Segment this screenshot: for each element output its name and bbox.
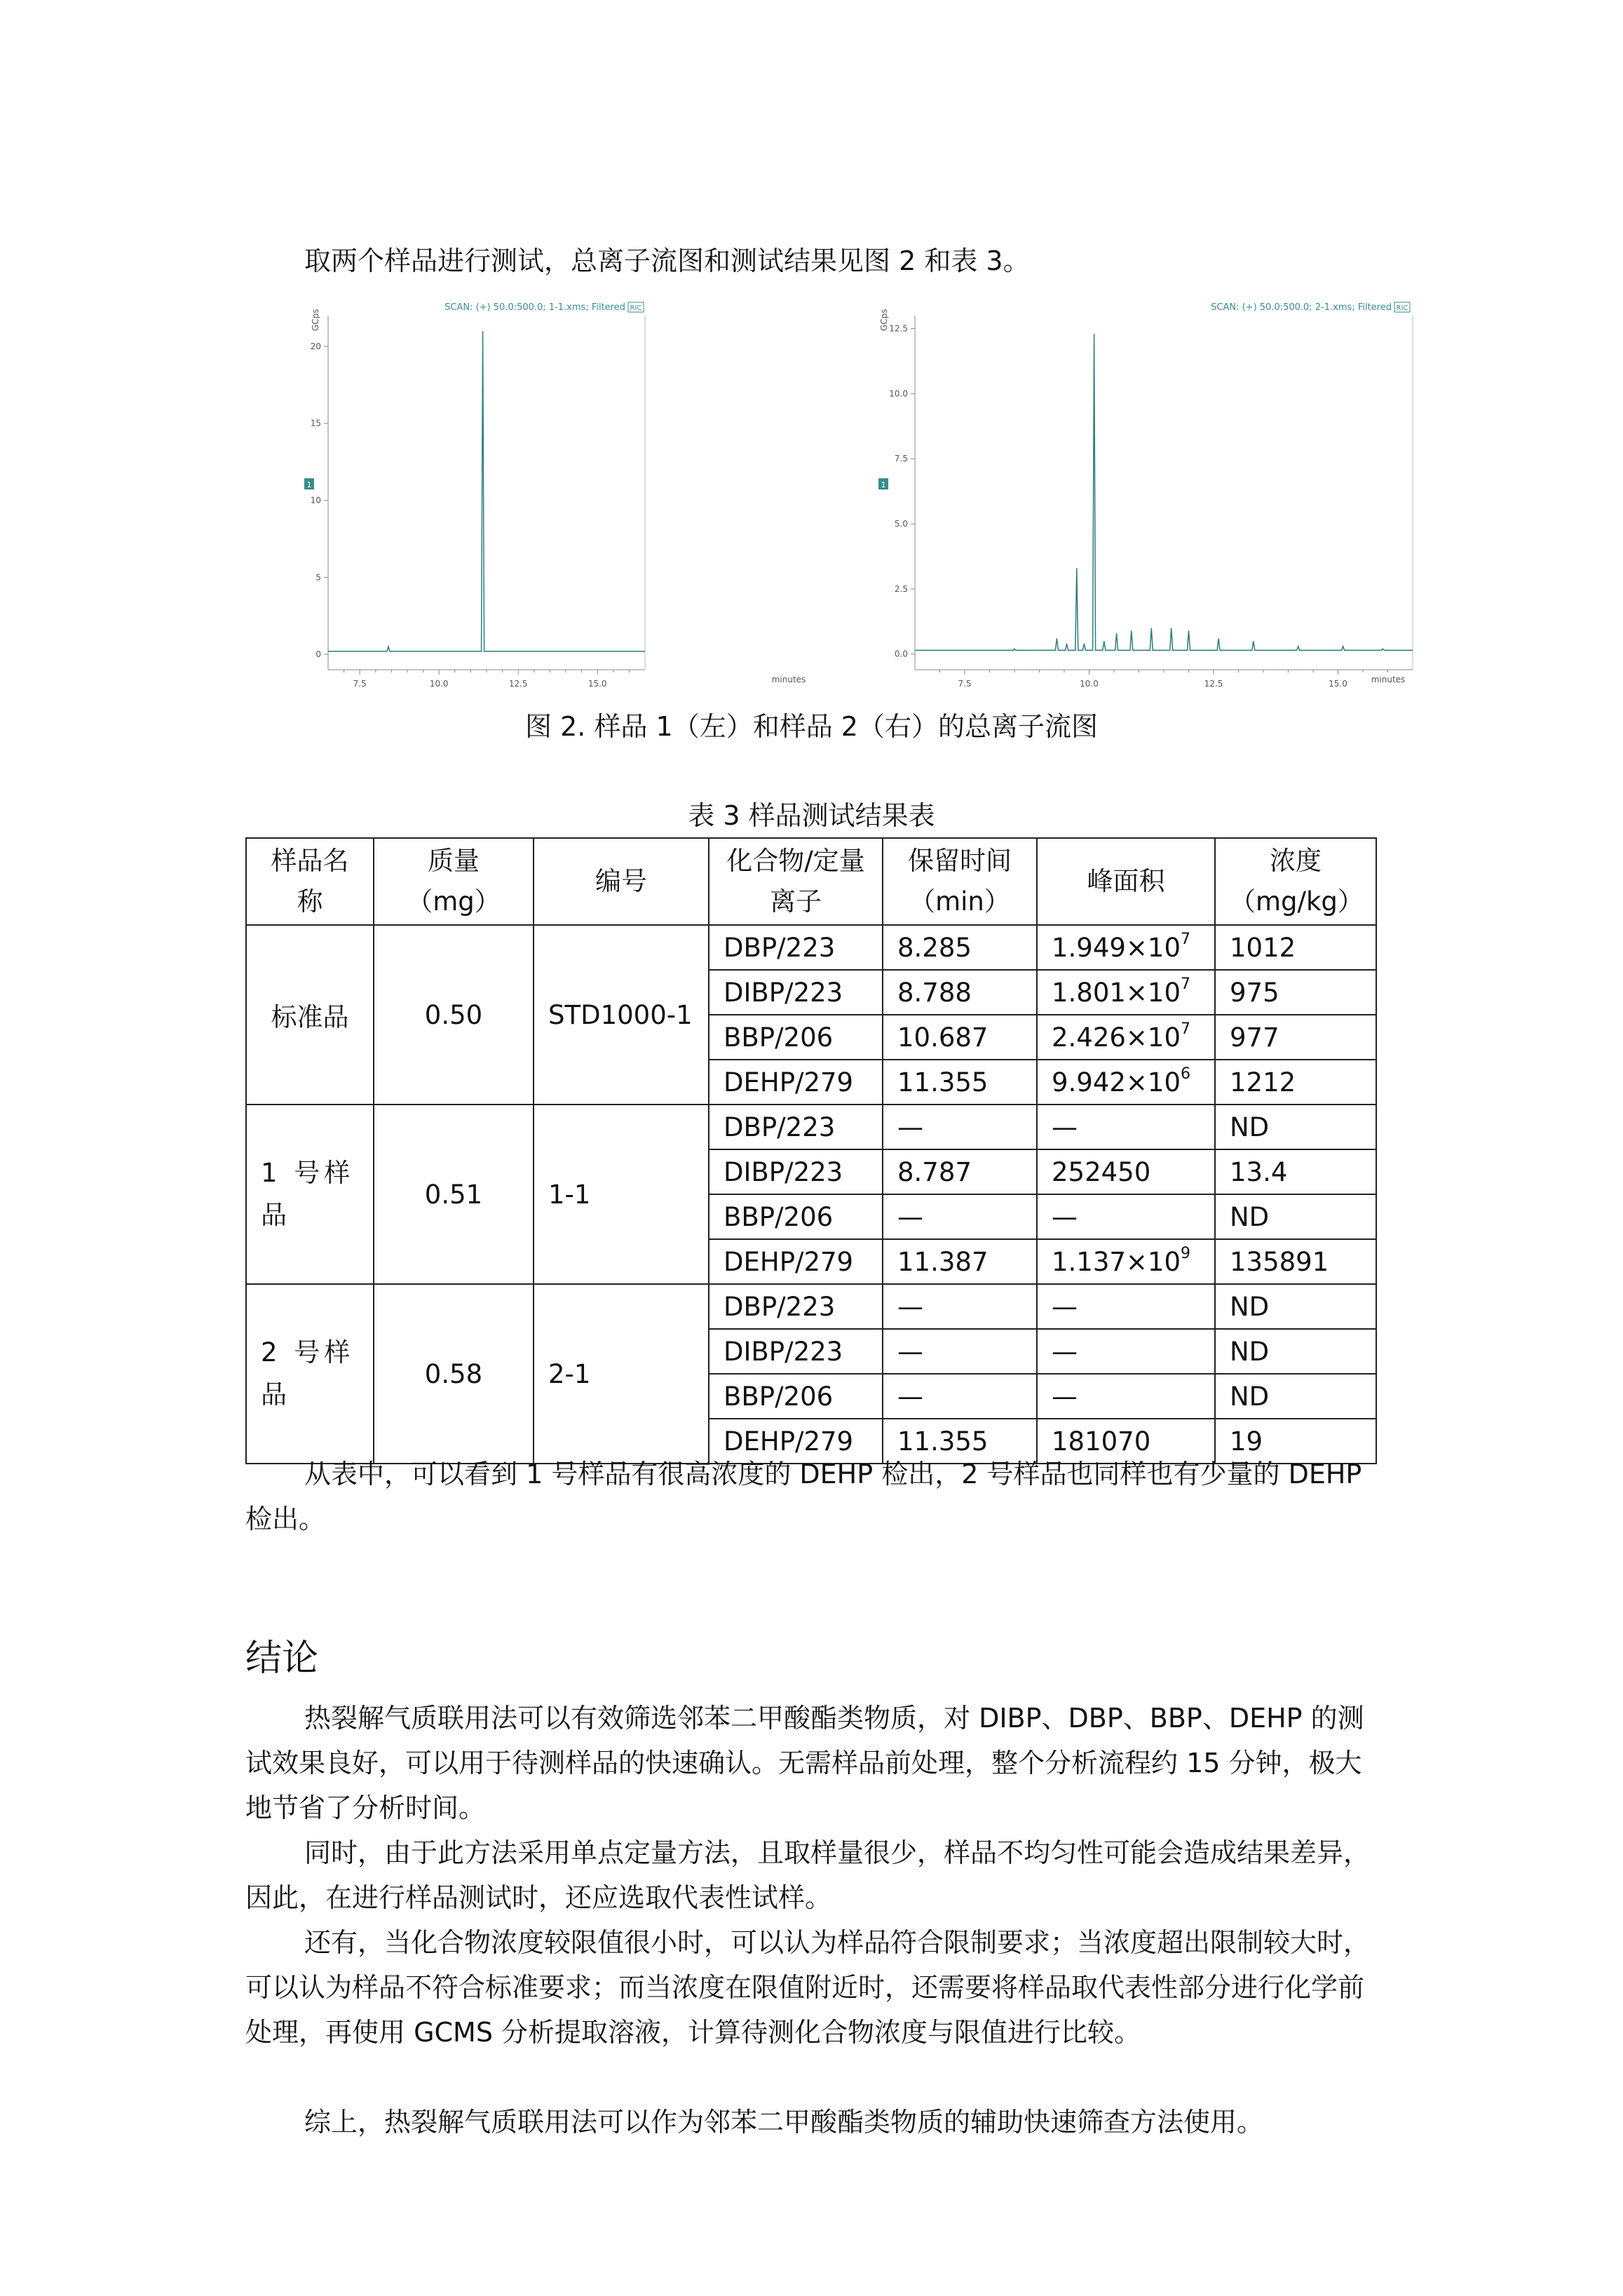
retention-time-cell — [883, 1374, 1037, 1419]
compound-cell-text: DEHP/279 — [724, 1067, 854, 1098]
y-tick-label: 7.5 — [894, 454, 908, 464]
y-tick-label: 10 — [310, 495, 321, 506]
chromatogram-trace — [915, 334, 1413, 650]
peak-area-cell-text: 2.426×10 — [1052, 1022, 1181, 1053]
peak-area-cell — [1037, 1239, 1215, 1284]
chromatogram-sample-1 — [294, 295, 827, 698]
intro-paragraph: 取两个样品进行测试，总离子流图和测试结果见图 2 和表 3。 — [304, 245, 1030, 276]
concentration-cell-text: 13.4 — [1230, 1156, 1288, 1187]
sample-name-cell: 1 号样品 — [246, 1105, 374, 1284]
sample-name-cell: 标准品 — [246, 925, 374, 1105]
retention-time-cell-text: 8.788 — [897, 977, 972, 1008]
x-tick-label: 15.0 — [588, 679, 607, 689]
retention-time-cell-text: — — [897, 1291, 923, 1322]
retention-time-cell-text: 10.687 — [897, 1022, 989, 1053]
mass-cell: 0.51 — [374, 1105, 534, 1284]
x-axis-label: minutes — [1371, 675, 1406, 684]
compound-cell-text: DEHP/279 — [724, 1246, 854, 1277]
y-tick-label: 5 — [315, 572, 321, 583]
compound-cell-text: BBP/206 — [724, 1201, 834, 1232]
x-tick-label: 7.5 — [958, 679, 972, 689]
sample-name-cell: 2 号样品 — [246, 1284, 374, 1464]
peak-area-cell-text: 252450 — [1052, 1156, 1151, 1187]
concentration-cell — [1215, 1105, 1376, 1149]
x-tick-label: 12.5 — [508, 679, 528, 689]
compound-cell — [709, 970, 883, 1015]
id-cell: 2-1 — [534, 1284, 709, 1464]
retention-time-cell — [883, 970, 1037, 1015]
results-table — [245, 837, 1377, 1464]
peak-area-cell — [1037, 1105, 1215, 1149]
retention-time-cell-text: 8.285 — [897, 932, 972, 963]
peak-area-cell — [1037, 970, 1215, 1015]
exponent: 7 — [1181, 975, 1191, 993]
mass-cell: 0.50 — [374, 925, 534, 1105]
concentration-cell — [1215, 925, 1376, 970]
concentration-cell-text: 19 — [1230, 1426, 1263, 1457]
compound-cell — [709, 1239, 883, 1284]
concentration-cell-text: ND — [1230, 1291, 1270, 1322]
peak-area-cell-text: 1.801×10 — [1052, 977, 1181, 1008]
chromatogram-sample-2 — [873, 295, 1427, 698]
peak-area-cell-text: 9.942×10 — [1052, 1067, 1181, 1098]
conclusion-paragraph-1: 热裂解气质联用法可以有效筛选邻苯二甲酸酯类物质，对 DIBP、DBP、BBP、DEHP 的测试效果良好，可以用于待测样品的快速确认。无需样品前处理，整个分析流程约 15 分钟，极大地节省了分析时间。 — [245, 1703, 1364, 1823]
peak-area-cell — [1037, 1374, 1215, 1419]
retention-time-cell-text: — — [897, 1381, 923, 1412]
x-tick-label: 7.5 — [353, 679, 367, 689]
legend-badge: RIC — [1396, 304, 1408, 312]
x-tick-label: 12.5 — [1204, 679, 1223, 689]
compound-cell-text: BBP/206 — [724, 1381, 834, 1412]
compound-cell-text: DBP/223 — [724, 1112, 836, 1142]
peak-area-cell-text: 1.137×10 — [1052, 1246, 1181, 1277]
retention-time-cell-text: 11.387 — [897, 1246, 989, 1277]
compound-cell — [709, 1060, 883, 1105]
retention-time-cell — [883, 1015, 1037, 1060]
peak-area-cell-text: — — [1052, 1112, 1078, 1142]
legend-badge: RIC — [630, 304, 642, 312]
compound-cell — [709, 1374, 883, 1419]
compound-cell-text: DBP/223 — [724, 932, 836, 963]
table-row — [246, 1284, 1376, 1329]
x-axis-label: minutes — [771, 675, 806, 684]
retention-time-cell — [883, 925, 1037, 970]
exponent: 9 — [1181, 1244, 1191, 1262]
x-tick-label: 10.0 — [1080, 679, 1099, 689]
conclusion-paragraph-2: 同时，由于此方法采用单点定量方法，且取样量很少，样品不均匀性可能会造成结果差异，因此，在进行样品测试时，还应选取代表性试样。 — [245, 1837, 1371, 1913]
concentration-cell-text: 1012 — [1230, 932, 1296, 963]
compound-cell-text: DIBP/223 — [724, 977, 843, 1008]
header-retention-time: 保留时间（min） — [883, 838, 1037, 925]
retention-time-cell — [883, 1060, 1037, 1105]
retention-time-cell — [883, 1329, 1037, 1374]
concentration-cell — [1215, 970, 1376, 1015]
chromatogram-sample-1-svg — [294, 295, 827, 698]
peak-area-cell-text: — — [1052, 1336, 1078, 1367]
after-table-paragraph: 从表中，可以看到 1 号样品有很高浓度的 DEHP 检出，2 号样品也同样也有少量的 DEHP 检出。 — [245, 1459, 1362, 1534]
peak-area-cell-text: 181070 — [1052, 1426, 1151, 1457]
compound-cell — [709, 1149, 883, 1194]
conclusion-paragraph-3: 还有，当化合物浓度较限值很小时，可以认为样品符合限制要求；当浓度超出限制较大时，可以认为样品不符合标准要求；而当浓度在限值附近时，还需要将样品取代表性部分进行化学前处理，再使用 GCMS 分析提取溶液，计算待测化合物浓度与限值进行比较。 — [245, 1927, 1371, 2048]
y-tick-label: 10.0 — [889, 389, 908, 399]
header-compound: 化合物/定量离子 — [709, 838, 883, 925]
compound-cell — [709, 1015, 883, 1060]
concentration-cell-text: ND — [1230, 1112, 1270, 1142]
header-peak-area: 峰面积 — [1037, 838, 1215, 925]
table-title: 表 3 样品测试结果表 — [688, 800, 935, 831]
peak-area-cell — [1037, 925, 1215, 970]
peak-area-cell — [1037, 1149, 1215, 1194]
scan-legend: SCAN: (+) 50.0:500.0; 2-1.xms; Filtered — [1211, 302, 1392, 313]
y-tick-label: 15 — [310, 418, 321, 428]
y-axis-label: GCps — [879, 309, 889, 331]
retention-time-cell — [883, 1239, 1037, 1284]
concentration-cell — [1215, 1194, 1376, 1239]
trace-marker-label: 1 — [306, 480, 312, 489]
header-mass: 质量（mg） — [374, 838, 534, 925]
header-id: 编号 — [534, 838, 709, 925]
compound-cell-text: DEHP/279 — [724, 1426, 854, 1457]
retention-time-cell — [883, 1284, 1037, 1329]
table-header-row — [246, 838, 1376, 925]
peak-area-cell-text: — — [1052, 1291, 1078, 1322]
compound-cell — [709, 1329, 883, 1374]
header-sample-name: 样品名称 — [246, 838, 374, 925]
retention-time-cell — [883, 1194, 1037, 1239]
compound-cell — [709, 1105, 883, 1149]
y-tick-label: 2.5 — [894, 583, 908, 594]
concentration-cell — [1215, 1060, 1376, 1105]
concentration-cell-text: ND — [1230, 1336, 1270, 1367]
x-tick-label: 10.0 — [429, 679, 449, 689]
concentration-cell-text: 1212 — [1230, 1067, 1296, 1098]
concentration-cell — [1215, 1149, 1376, 1194]
compound-cell — [709, 925, 883, 970]
concentration-cell — [1215, 1329, 1376, 1374]
concentration-cell-text: ND — [1230, 1381, 1270, 1412]
exponent: 6 — [1181, 1065, 1191, 1083]
peak-area-cell-text: — — [1052, 1381, 1078, 1412]
retention-time-cell-text: — — [897, 1112, 923, 1142]
y-axis-label: GCps — [311, 309, 320, 331]
peak-area-cell-text: 1.949×10 — [1052, 932, 1181, 963]
figure-caption: 图 2. 样品 1（左）和样品 2（右）的总离子流图 — [525, 711, 1098, 742]
compound-cell-text: DIBP/223 — [724, 1336, 843, 1367]
x-tick-label: 15.0 — [1329, 679, 1347, 689]
retention-time-cell-text: 11.355 — [897, 1426, 989, 1457]
mass-cell: 0.58 — [374, 1284, 534, 1464]
conclusion-paragraph-4: 综上，热裂解气质联用法可以作为邻苯二甲酸酯类物质的辅助快速筛查方法使用。 — [304, 2107, 1264, 2138]
compound-cell-text: DBP/223 — [724, 1291, 836, 1322]
concentration-cell-text: 975 — [1230, 977, 1279, 1008]
concentration-cell — [1215, 1239, 1376, 1284]
compound-cell-text: BBP/206 — [724, 1022, 834, 1053]
retention-time-cell-text: 8.787 — [897, 1156, 972, 1187]
id-cell: STD1000-1 — [534, 925, 709, 1105]
peak-area-cell — [1037, 1060, 1215, 1105]
concentration-cell-text: 977 — [1230, 1022, 1279, 1053]
peak-area-cell — [1037, 1015, 1215, 1060]
peak-area-cell — [1037, 1194, 1215, 1239]
retention-time-cell — [883, 1105, 1037, 1149]
table-row — [246, 1105, 1376, 1149]
concentration-cell — [1215, 1374, 1376, 1419]
exponent: 7 — [1181, 1020, 1191, 1038]
header-concentration: 浓度（mg/kg） — [1215, 838, 1376, 925]
peak-area-cell-text: — — [1052, 1201, 1078, 1232]
y-tick-label: 5.0 — [894, 519, 908, 529]
retention-time-cell-text: — — [897, 1201, 923, 1232]
id-cell: 1-1 — [534, 1105, 709, 1284]
scan-legend: SCAN: (+) 50.0:500.0; 1-1.xms; Filtered — [444, 302, 625, 313]
compound-cell — [709, 1194, 883, 1239]
retention-time-cell-text: 11.355 — [897, 1067, 989, 1098]
concentration-cell — [1215, 1284, 1376, 1329]
y-tick-label: 0 — [315, 649, 321, 660]
concentration-cell-text: 135891 — [1230, 1246, 1329, 1277]
retention-time-cell — [883, 1149, 1037, 1194]
compound-cell-text: DIBP/223 — [724, 1156, 843, 1187]
retention-time-cell-text: — — [897, 1336, 923, 1367]
compound-cell — [709, 1284, 883, 1329]
trace-marker-label: 1 — [881, 480, 886, 489]
y-tick-label: 12.5 — [889, 323, 908, 334]
chromatogram-sample-2-svg — [873, 295, 1427, 698]
table-row — [246, 925, 1376, 970]
exponent: 7 — [1181, 930, 1191, 948]
concentration-cell-text: ND — [1230, 1201, 1270, 1232]
peak-area-cell — [1037, 1284, 1215, 1329]
y-tick-label: 0.0 — [894, 649, 908, 659]
concentration-cell — [1215, 1015, 1376, 1060]
y-tick-label: 20 — [310, 341, 321, 351]
conclusion-heading: 结论 — [245, 1637, 319, 1680]
chromatogram-trace — [328, 331, 645, 651]
peak-area-cell — [1037, 1329, 1215, 1374]
